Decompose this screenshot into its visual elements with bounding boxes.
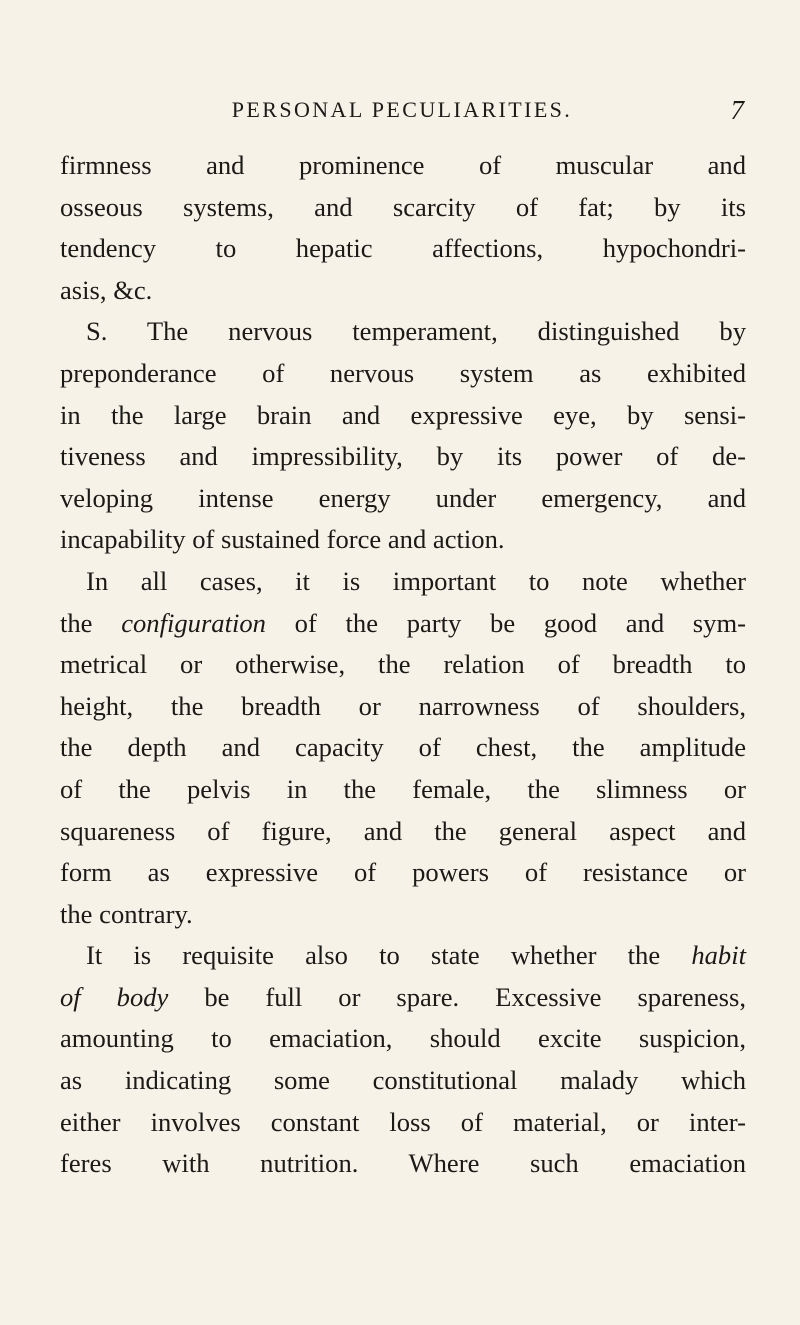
text-line: metrical or otherwise, the relation of breadth to <box>60 649 746 680</box>
text-line: feres with nutrition. Where such emaciation <box>60 1148 746 1179</box>
text-line: tendency to hepatic affections, hypochondri- <box>60 233 746 264</box>
page-number: 7 <box>730 95 744 125</box>
text-line: either involves constant loss of material, or inter- <box>60 1106 746 1137</box>
text-line: tiveness and impressibility, by its power of de- <box>60 441 746 472</box>
text-line <box>60 603 746 645</box>
italic-term-of-body: of body <box>60 981 169 1012</box>
text-line: incapability of sustained force and action. <box>60 524 505 555</box>
text-line: In all cases, it is important to note whether <box>86 565 746 596</box>
italic-term-habit: habit <box>691 940 746 971</box>
text-line: the depth and capacity of chest, the amplitude <box>60 732 746 763</box>
text-run: be full or spare. Excessive spareness, <box>168 981 746 1012</box>
text-run: the <box>60 607 122 638</box>
body-text <box>60 145 746 1185</box>
text-line: in the large brain and expressive eye, by sensi- <box>60 399 746 430</box>
text-line: of the pelvis in the female, the slimness or <box>60 773 746 804</box>
text-line <box>60 977 746 1019</box>
text-line: S. The nervous temperament, distinguished by <box>86 316 746 347</box>
text-line: the contrary. <box>60 898 193 929</box>
text-line: veloping intense energy under emergency, and <box>60 482 746 513</box>
text-line: preponderance of nervous system as exhibited <box>60 357 746 388</box>
text-line: asis, &c. <box>60 274 153 305</box>
text-line: form as expressive of powers of resistance or <box>60 857 746 888</box>
text-line: squareness of figure, and the general aspect and <box>60 815 746 846</box>
text-line: as indicating some constitutional malady which <box>60 1065 746 1096</box>
text-line: osseous systems, and scarcity of fat; by its <box>60 191 746 222</box>
running-title: PERSONAL PECULIARITIES. <box>231 97 573 122</box>
text-line: amounting to emaciation, should excite suspicion, <box>60 1023 746 1054</box>
text-run: It is requisite also to state whether the <box>86 940 692 971</box>
text-run: of the party be good and sym- <box>265 607 746 638</box>
text-line <box>60 935 746 977</box>
page-header <box>60 90 744 130</box>
italic-term-configuration: configuration <box>121 607 266 638</box>
text-line: firmness and prominence of muscular and <box>60 150 746 180</box>
text-line: height, the breadth or narrowness of shoulders, <box>60 690 746 721</box>
